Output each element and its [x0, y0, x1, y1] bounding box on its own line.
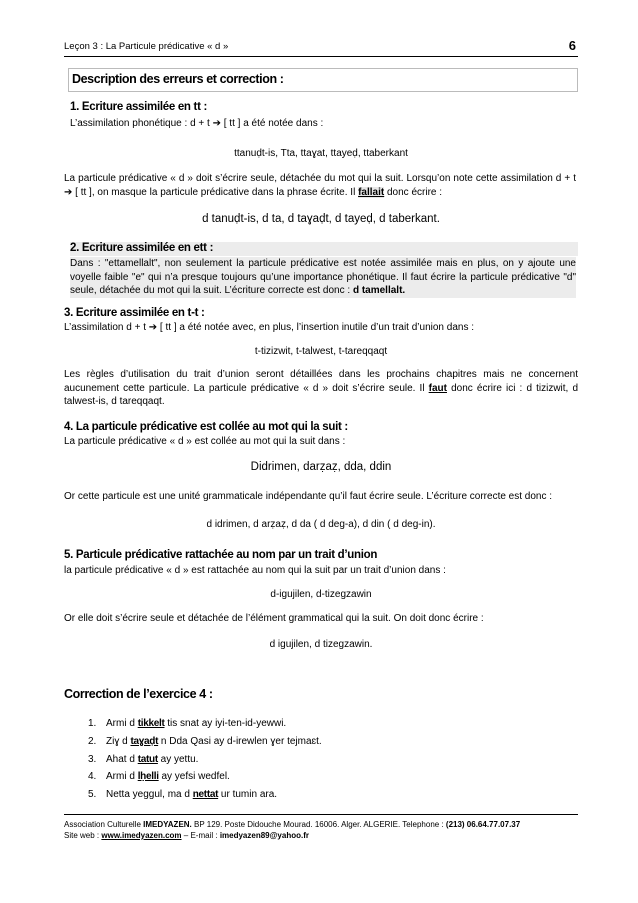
section-2-text: Dans : "ettamellalt", non seulement la particule prédicative est notée assimilée mais en plus, on y ajoute une voyelle faible "e" qui n’a presque toujours qu’une importance phonétique. Il faut écrire la particule prédicative "d" seule, détachée du mot qui la suit. L’écriture correcte est donc :	[70, 258, 576, 296]
section-5-paragraph: Or elle doit s’écrire seule et détachée de l’élément grammatical qui la suit. On doit donc écrire :	[64, 613, 484, 624]
list-item: 3. Ahat d tatut ay yettu.	[88, 754, 199, 765]
list-item: 5. Netta yeggul, ma d nettat ur tumin ara.	[88, 789, 278, 800]
section-5-correct: d igujilen, d tizegzawin.	[269, 639, 373, 650]
section-3-example: t-tizizwit, t-talwest, t-tareqqaqt	[254, 346, 388, 357]
page-footer	[64, 814, 578, 841]
section-3-text: Les règles d’utilisation du trait d’union seront détaillées dans les prochains chapitres mais ne concernent aucunement cette particule. La particule prédicative « d » doit s’écrire seule. Il	[64, 369, 578, 394]
section-4-correct: d idrimen, d arẓaẓ, d da ( d deg-a), d din ( d deg-in).	[206, 519, 436, 530]
section-2-correct: d tamellalt.	[352, 285, 406, 296]
section-3-paragraph	[64, 368, 578, 409]
list-item: 4. Armi d lḥelli ay yefsi wedfel.	[88, 771, 230, 782]
section-1-correct: d tanuḍt-is, d ta, d taɣaḍt, d tayeḍ, d taberkant.	[202, 213, 440, 225]
section-3-bold-word: faut	[428, 382, 447, 394]
document-page	[64, 0, 578, 903]
footer-address-line: Association Culturelle IMEDYAZEN. BP 129. Poste Didouche Mourad. 16006. Alger. ALGERIE. Telephone : (213) 06.64.77.07.37	[64, 820, 521, 829]
list-item: 1. Armi d tikkelt tis snat ay iyi-ten-id-yewwi.	[88, 718, 287, 729]
email-link[interactable]: imedyazen89@yahoo.fr	[219, 831, 309, 840]
section-1-text: La particule prédicative « d » doit s’écrire seule, détachée du mot qui la suit. Lorsqu’on note cette assimilation d + t ➔ [ tt ], on masque la particule prédicative dans la phrase écrite. Il	[64, 173, 576, 198]
section-4-title: 4. La particule prédicative est collée au mot qui la suit :	[64, 421, 348, 433]
section-1-title: 1. Ecriture assimilée en tt :	[70, 101, 208, 113]
section-3-correct: d tizizwit, d talwest-is, d tareqqaqt.	[64, 382, 579, 407]
lesson-title: Leçon 3 : La Particule prédicative « d »	[64, 41, 229, 52]
section-5-title: 5. Particule prédicative rattachée au nom par un trait d’union	[64, 549, 378, 561]
section-1-intro: L’assimilation phonétique : d + t ➔ [ tt ] a été notée dans :	[70, 118, 324, 129]
section-3-intro: L’assimilation d + t ➔ [ tt ] a été notée avec, en plus, l’insertion inutile d’un trait d’union dans :	[64, 322, 475, 333]
section-3-title: 3. Ecriture assimilée en t-t :	[64, 307, 205, 319]
section-1-paragraph	[64, 172, 576, 199]
page-header	[64, 38, 578, 57]
section-2-title: 2. Ecriture assimilée en ett :	[70, 242, 578, 256]
footer-contact-line: Site web : www.imedyazen.com – E-mail : imedyazen89@yahoo.fr	[64, 831, 309, 840]
section-2-paragraph	[70, 257, 576, 298]
section-6-title: Correction de l’exercice 4 :	[64, 687, 213, 701]
section-1-bold-word: fallait	[358, 186, 385, 198]
section-4-intro: La particule prédicative « d » est collée au mot qui la suit dans :	[64, 436, 346, 447]
website-link[interactable]: www.imedyazen.com	[101, 831, 182, 840]
page-number: 6	[568, 38, 576, 53]
section-1-text-end: donc écrire :	[387, 186, 443, 198]
section-title-description: Description des erreurs et correction :	[72, 72, 284, 86]
section-4-example: Didrimen, darẓaẓ, dda, ddin	[250, 461, 392, 473]
list-item: 2. Ziɣ d taɣaḍt n Dda Qasi ay d-irewlen ɣer tejmaɛt.	[88, 736, 322, 747]
section-1-example: ttanuḍt-is, Tta, ttaɣat, ttayeḍ, ttaberkant	[234, 148, 408, 159]
section-5-example: d-igujilen, d-tizegzawin	[270, 589, 372, 600]
section-5-intro: la particule prédicative « d » est rattachée au nom qui la suit par un trait d’union dans :	[64, 565, 446, 576]
section-4-paragraph: Or cette particule est une unité grammaticale indépendante qu’il faut écrire seule. L’écriture correcte est donc :	[64, 491, 553, 502]
section-3-text-mid: donc écrire ici :	[451, 382, 523, 394]
